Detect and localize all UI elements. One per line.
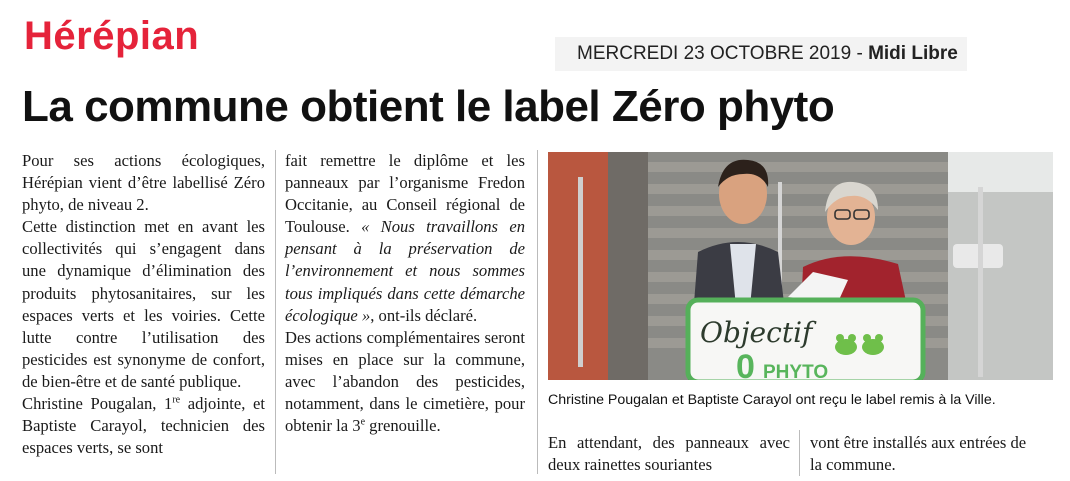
article-column-2 [285, 150, 525, 437]
text-run: Des actions complémentaires seront mises en place sur la commune, avec l’abandon des pesticides, notamment, dans le cimetière, pour obtenir la 3 [285, 327, 525, 436]
photo-caption: Christine Pougalan et Baptiste Carayol ont reçu le label remis à la Ville. [548, 392, 996, 408]
text-run: , ont-ils déclaré. [370, 305, 478, 325]
paragraph: vont être installés aux entrées de la commune. [810, 433, 1027, 475]
sign-text-phyto: PHYTO [763, 362, 829, 380]
column-rule [537, 150, 538, 474]
column-rule [275, 150, 276, 474]
text-run: Christine Pougalan, 1 [22, 394, 173, 414]
sign-text-objectif: Objectif [700, 316, 813, 349]
superscript: e [360, 416, 366, 428]
article-photo [548, 152, 1053, 380]
paragraph [285, 327, 525, 437]
paragraph: Pour ses actions écologiques, Hérépian vient d’être labellisé Zéro phyto, de niveau 2. [22, 151, 265, 215]
column-rule [799, 430, 800, 476]
sign-text-zero: 0 [736, 348, 755, 380]
text-run: fait remettre le diplôme et les panneaux par l’organisme Fredon Occitanie, au Conseil régional de Toulouse. [285, 151, 525, 237]
superscript: re [172, 394, 181, 406]
article-column-4 [810, 432, 1035, 476]
paragraph: En attendant, des panneaux avec deux rainettes souriantes [548, 433, 790, 475]
dateline-separator: - [851, 43, 869, 64]
newspaper-name: Midi Libre [868, 43, 958, 64]
article-column-3 [548, 432, 790, 476]
publication-date: MERCREDI 23 OCTOBRE 2019 [577, 43, 852, 64]
paragraph: Cette distinction met en avant les collectivités qui s’engagent dans une dynamique d’élimination des produits phytosanitaires, sur les espaces verts et les voiries. Cette lutte contre l’utilisation des pesticides est synonyme de confort, de bien-être et de santé publique. [22, 217, 265, 391]
article-column-1 [22, 150, 265, 459]
quote: « Nous travaillons en pensant à la préservation de l’environnement et nous sommes tous impliqués dans cette démarche écologique » [285, 217, 525, 325]
text-run: grenouille. [365, 416, 441, 436]
text-run: adjointe, et Baptiste Carayol, technicien des espaces verts, se sont [22, 394, 265, 458]
town-name: Hérépian [24, 14, 200, 58]
paragraph [22, 393, 265, 459]
dateline [555, 37, 967, 71]
article-headline: La commune obtient le label Zéro phyto [22, 82, 835, 131]
paragraph [285, 150, 525, 327]
